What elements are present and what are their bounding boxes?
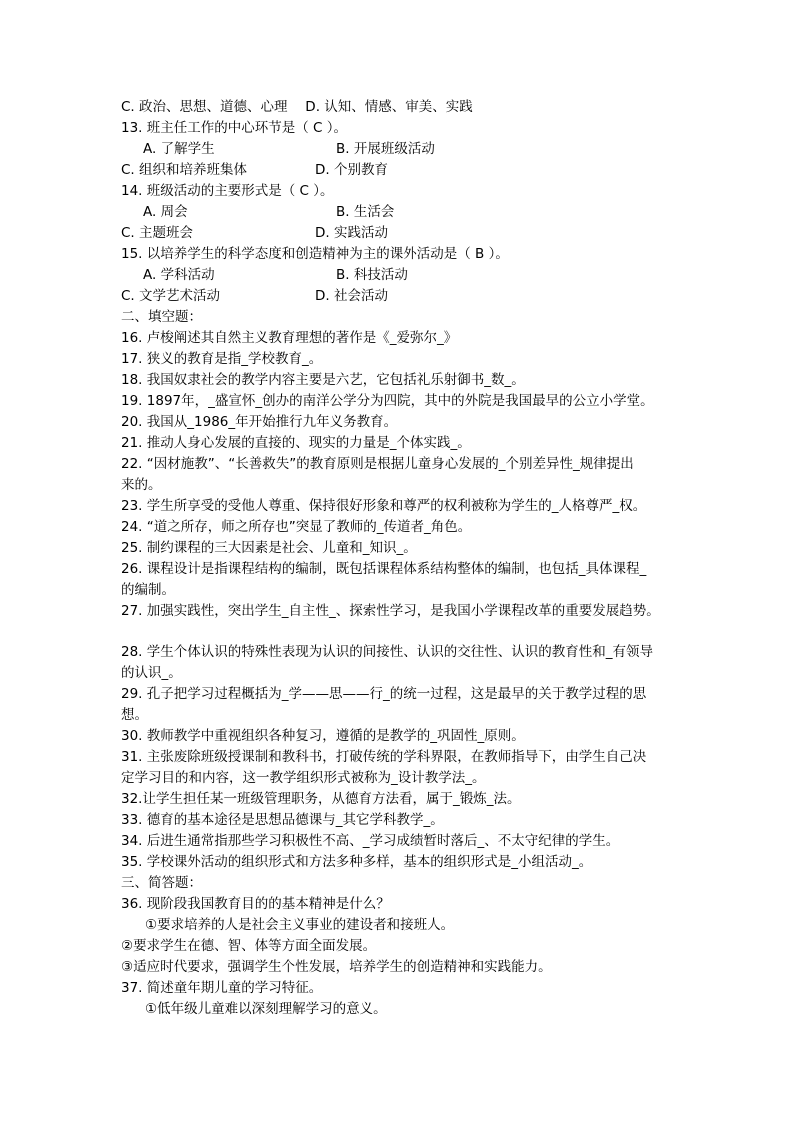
q25: 25. 制约课程的三大因素是社会、儿童和_知识_。	[121, 540, 417, 556]
q28-line2: 的认识_。	[121, 665, 182, 681]
q24: 24. “道之所存，师之所存也”突显了教师的_传道者_角色。	[121, 519, 472, 535]
q12-options-cd: C. 政治、思想、道德、心理 D. 认知、情感、审美、实践	[121, 99, 473, 115]
q15-question: 15. 以培养学生的科学态度和创造精神为主的课外活动是（ B ）。	[121, 246, 509, 262]
q26-line1: 26. 课程设计是指课程结构的编制，既包括课程体系结构整体的编制，也包括_具体课程_	[121, 561, 647, 577]
q13-option-c: C. 组织和培养班集体	[121, 162, 248, 178]
q22-line1: 22. “因材施教”、“长善救失”的教育原则是根据儿童身心发展的_个别差异性_规律提出	[121, 456, 634, 472]
q18: 18. 我国奴隶社会的教学内容主要是六艺，它包括礼乐射御书_数_。	[121, 372, 525, 388]
q28-line1: 28. 学生个体认识的特殊性表现为认识的间接性、认识的交往性、认识的教育性和_有领导	[121, 644, 654, 660]
q29-line2: 想。	[121, 707, 148, 723]
q21: 21. 推动人身心发展的直接的、现实的力量是_个体实践_。	[121, 435, 471, 451]
q15-option-d: D. 社会活动	[315, 288, 388, 304]
q20: 20. 我国从_1986_年开始推行九年义务教育。	[121, 414, 398, 430]
section-short-answer-heading: 三、简答题：	[121, 875, 202, 891]
q19: 19. 1897年，_盛宣怀_创办的南洋公学分为四院，其中的外院是我国最早的公立小学堂。	[121, 393, 654, 409]
q15-option-c: C. 文学艺术活动	[121, 288, 221, 304]
q22-line2: 来的。	[121, 477, 162, 493]
q17: 17. 狭义的教育是指_学校教育_。	[121, 351, 323, 367]
q14-option-b: B. 生活会	[336, 204, 395, 220]
q33: 33. 德育的基本途径是思想品德课与_其它学科教学_。	[121, 812, 444, 828]
q37-answer-1: ①低年级儿童难以深刻理解学习的意义。	[145, 1001, 387, 1017]
q13-option-a: A. 了解学生	[143, 141, 215, 157]
q14-option-c: C. 主题班会	[121, 225, 194, 241]
q15-option-a: A. 学科活动	[143, 267, 215, 283]
q37-question: 37. 简述童年期儿童的学习特征。	[121, 980, 323, 996]
q13-option-b: B. 开展班级活动	[336, 141, 435, 157]
q35: 35. 学校课外活动的组织形式和方法多种多样，基本的组织形式是_小组活动_。	[121, 854, 593, 870]
q14-option-a: A. 周会	[143, 204, 188, 220]
q36-answer-3: ③适应时代要求，强调学生个性发展，培养学生的创造精神和实践能力。	[121, 959, 552, 975]
q36-answer-1: ①要求培养的人是社会主义事业的建设者和接班人。	[145, 917, 455, 933]
q36-question: 36. 现阶段我国教育目的的基本精神是什么？	[121, 896, 390, 912]
q26-line2: 的编制。	[121, 582, 175, 598]
q14-option-d: D. 实践活动	[315, 225, 388, 241]
q32: 32.让学生担任某一班级管理职务，从德育方法看，属于_锻炼_法。	[121, 791, 521, 807]
q13-option-d: D. 个别教育	[315, 162, 388, 178]
q14-question: 14. 班级活动的主要形式是（ C ）。	[121, 183, 334, 199]
q23: 23. 学生所享受的受他人尊重、保持很好形象和尊严的权利被称为学生的_人格尊严_权。	[121, 498, 647, 514]
section-fill-blank-heading: 二、填空题：	[121, 309, 202, 325]
q31-line1: 31. 主张废除班级授课制和教科书，打破传统的学科界限，在教师指导下，由学生自己决	[121, 749, 647, 765]
q13-question: 13. 班主任工作的中心环节是（ C ）。	[121, 120, 348, 136]
q16: 16. 卢梭阐述其自然主义教育理想的著作是《_爱弥尔_》	[121, 330, 458, 346]
q29-line1: 29. 孔子把学习过程概括为_学——思——行_的统一过程，这是最早的关于教学过程的思	[121, 686, 647, 702]
q31-line2: 定学习目的和内容，这一教学组织形式被称为_设计教学法_。	[121, 770, 486, 786]
q36-answer-2: ②要求学生在德、智、体等方面全面发展。	[121, 938, 377, 954]
q27: 27. 加强实践性，突出学生_自主性_、探索性学习，是我国小学课程改革的重要发展趋势。	[121, 603, 660, 619]
q30: 30. 教师教学中重视组织各种复习，遵循的是教学的_巩固性_原则。	[121, 728, 525, 744]
q15-option-b: B. 科技活动	[336, 267, 408, 283]
q34: 34. 后进生通常指那些学习积极性不高、_学习成绩暂时落后_、不太守纪律的学生。	[121, 833, 620, 849]
